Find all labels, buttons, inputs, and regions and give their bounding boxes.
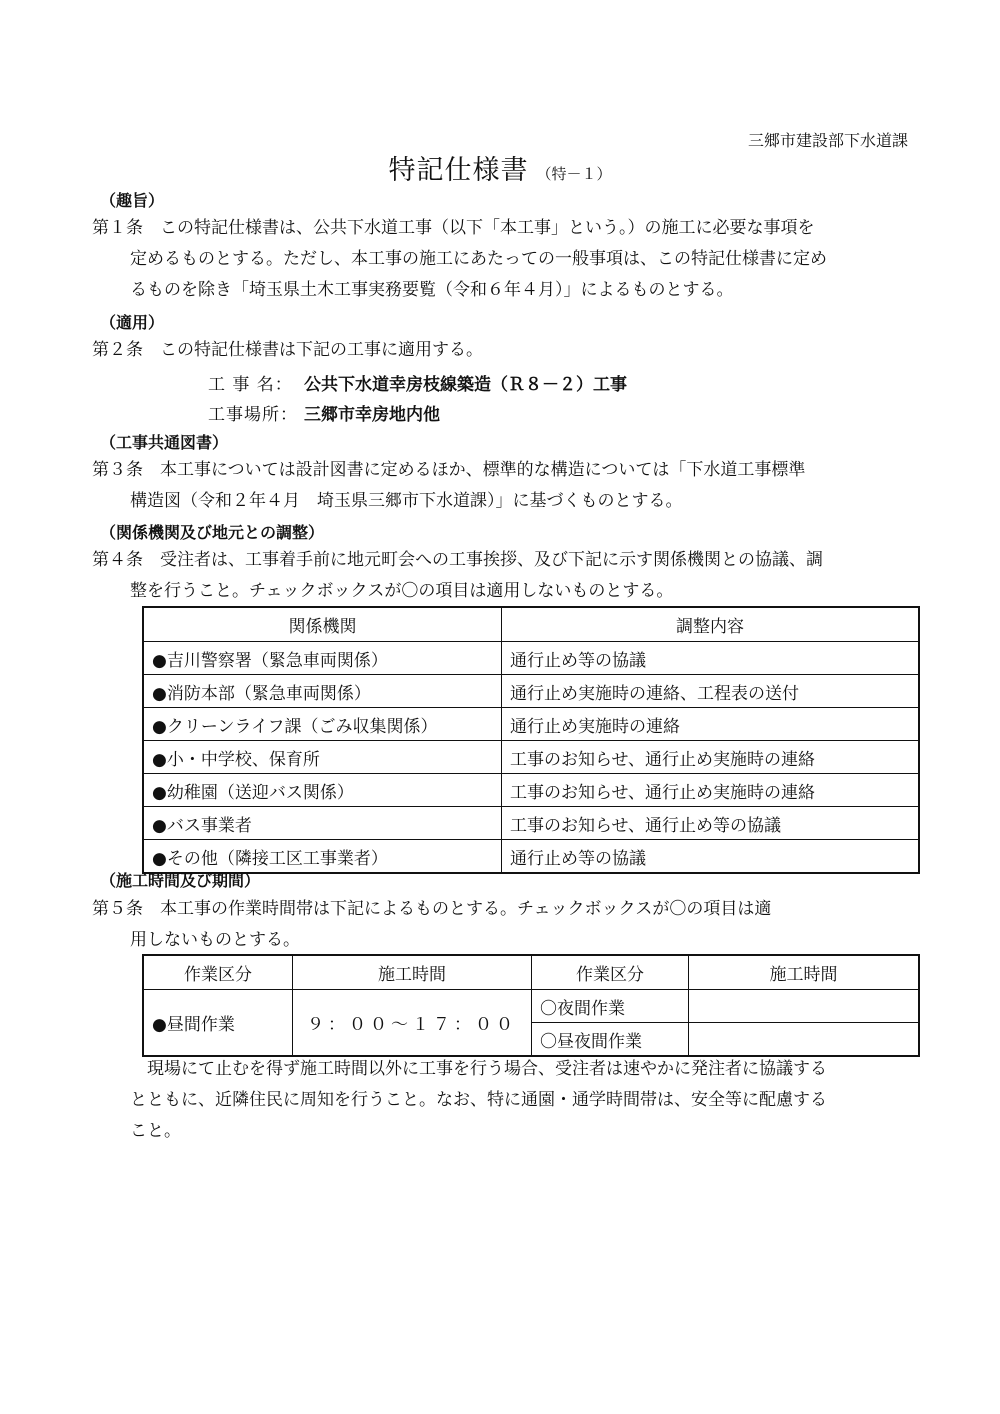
agency-cell: ●その他（隣接工区工事業者） [143,840,502,874]
coordination-cell: 通行止め実施時の連絡 [502,708,920,741]
article-3-line: 構造図（令和２年４月 埼玉県三郷市下水道課）」に基づくものとする。 [130,491,683,511]
table-row [143,774,919,807]
project-name-label: 工 事 名： [208,375,293,395]
department-name: 三郷市建設部下水道課 [747,131,908,150]
table-header-row [143,955,919,990]
article-1 [92,213,912,306]
header-work-type-2: 作業区分 [532,955,689,990]
article-5 [92,894,912,956]
table-row [143,642,919,675]
table-row [143,990,919,1023]
project-location-label: 工事場所： [208,405,298,425]
table-row [143,807,919,840]
header-agency: 関係機関 [143,607,502,642]
work-hours-table [142,954,920,1057]
agency-cell: ●クリーンライフ課（ごみ収集関係） [143,708,502,741]
article-5-line: 用しないものとする。 [130,930,300,950]
allday-work-cell: 〇昼夜間作業 [532,1023,689,1057]
agency-table [142,606,920,874]
article-1-line: 定めるものとする。ただし、本工事の施工にあたっての一般事項は、この特記仕様書に定め [130,249,827,269]
header-work-time: 施工時間 [293,955,532,990]
article-2 [92,335,912,366]
article-4 [92,545,912,607]
heading-coordination: （関係機関及び地元との調整） [100,523,325,542]
project-name-value: 公共下水道幸房枝線築造（Ｒ８－２）工事 [304,375,627,395]
table-row [143,741,919,774]
day-work-cell: ●昼間作業 [143,990,293,1057]
article-3-line: 第３条 本工事については設計図書に定めるほか、標準的な構造については「下水道工事標準 [92,460,806,480]
article-4-line: 第４条 受注者は、工事着手前に地元町会への工事挨拶、及び下記に示す関係機関との協議、調 [92,550,823,570]
project-location-value: 三郷市幸房地内他 [304,405,440,425]
article-3 [92,455,912,517]
title-main: 特記仕様書 [388,155,529,186]
article-5-line: 第５条 本工事の作業時間帯は下記によるものとする。チェックボックスが〇の項目は適 [92,899,772,919]
header-work-time-2: 施工時間 [689,955,920,990]
coordination-cell: 通行止め実施時の連絡、工程表の送付 [502,675,920,708]
night-time-cell [689,990,920,1023]
agency-cell: ●幼稚園（送迎バス関係） [143,774,502,807]
header-work-type: 作業区分 [143,955,293,990]
table-row [143,708,919,741]
allday-time-cell [689,1023,920,1057]
agency-cell: ●バス事業者 [143,807,502,840]
note-line: 現場にて止むを得ず施工時間以外に工事を行う場合、受注者は速やかに発注者に協議する [130,1059,827,1079]
heading-common-drawings: （工事共通図書） [100,433,229,452]
day-time-cell: ９：００～１７：００ [293,990,532,1057]
title-suffix: （特－１） [536,165,612,183]
agency-cell: ●吉川警察署（緊急車両関係） [143,642,502,675]
table-header-row [143,607,919,642]
coordination-cell: 通行止め等の協議 [502,840,920,874]
agency-cell: ●消防本部（緊急車両関係） [143,675,502,708]
note-line: こと。 [130,1121,181,1141]
coordination-cell: 工事のお知らせ、通行止め等の協議 [502,807,920,840]
table-row [143,675,919,708]
heading-work-hours: （施工時間及び期間） [100,871,261,890]
heading-application: （適用） [100,313,165,332]
agency-cell: ●小・中学校、保育所 [143,741,502,774]
article-1-line: 第１条 この特記仕様書は、公共下水道工事（以下「本工事」という。）の施工に必要な事項を [92,218,815,238]
night-work-cell: 〇夜間作業 [532,990,689,1023]
coordination-cell: 通行止め等の協議 [502,642,920,675]
work-hours-note [130,1054,912,1147]
article-1-line: るものを除き「埼玉県土木工事実務要覧（令和６年４月）」によるものとする。 [130,280,734,300]
note-line: とともに、近隣住民に周知を行うこと。なお、特に通園・通学時間帯は、安全等に配慮する [130,1090,827,1110]
project-location-field [208,400,440,425]
document-title [0,148,1000,187]
article-4-line: 整を行うこと。チェックボックスが〇の項目は適用しないものとする。 [130,581,674,601]
article-2-line: 第２条 この特記仕様書は下記の工事に適用する。 [92,340,483,360]
project-name-field [208,370,627,395]
coordination-cell: 工事のお知らせ、通行止め実施時の連絡 [502,774,920,807]
header-coordination: 調整内容 [502,607,920,642]
heading-purpose: （趣旨） [100,191,165,210]
coordination-cell: 工事のお知らせ、通行止め実施時の連絡 [502,741,920,774]
